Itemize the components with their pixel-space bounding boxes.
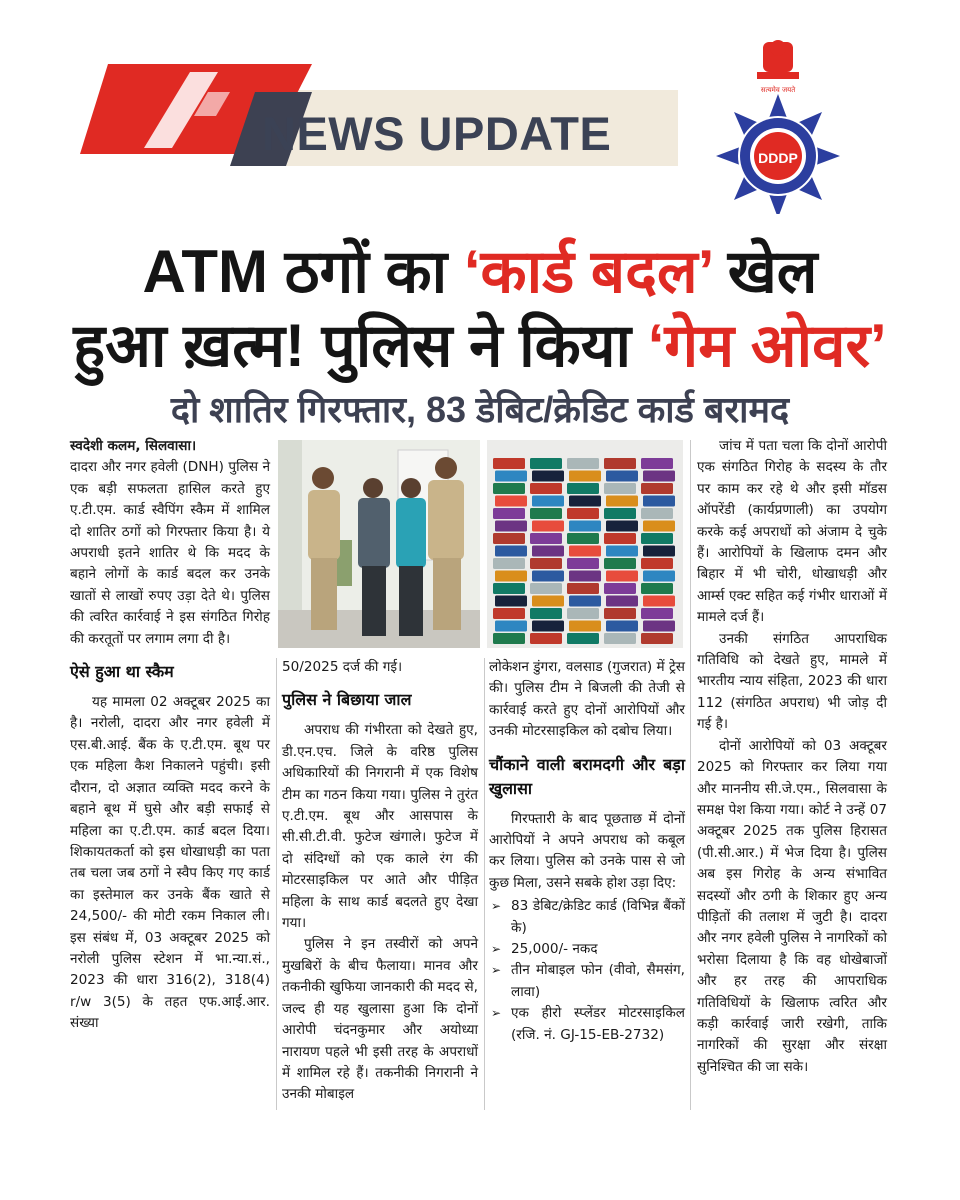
dateline: स्वदेशी कलम, सिलवासा।: [70, 438, 197, 454]
trap-paragraph-1: अपराध की गंभीरता को देखते हुए, डी.एन.एच. जिले के वरिष्ठ पुलिस अधिकारियों की निगरानी में एक विशेष टीम का गठन किया गया। पुलिस ने तुरंत ए.टी.एम. बूथ और आसपास के सी.सी.टी.वी. फुटेज खंगाले। फुटेज में दो संदिग्धों को एक काले रंग की मोटरसाइकिल पर आते और पीड़ित महिला के साथ कार्ड बदलते हुए देखा गया।: [282, 722, 478, 932]
recovered-items-list: [489, 896, 685, 1046]
article-column-1: [70, 436, 270, 1035]
card-image: [641, 583, 673, 594]
section-heading-scam: ऐसे हुआ था स्कैम: [70, 662, 174, 682]
card-image: [493, 558, 525, 569]
list-item: ➢ 83 डेबिट/क्रेडिट कार्ड (विभिन्न बैंकों के): [491, 898, 685, 936]
card-image: [606, 596, 638, 607]
logo-dddp-label: DDDP: [758, 150, 798, 166]
card-image: [641, 533, 673, 544]
card-image: [569, 471, 601, 482]
article-column-4: [697, 436, 887, 1078]
card-image: [532, 621, 564, 632]
column-divider: [276, 658, 277, 1110]
column-divider: [690, 440, 691, 1110]
card-image: [493, 608, 525, 619]
card-image: [495, 496, 527, 507]
card-image: [493, 508, 525, 519]
scam-paragraph: यह मामला 02 अक्टूबर 2025 का है। नरोली, दादरा और नगर हवेली में एस.बी.आई. बैंक के ए.टी.एम. बूथ पर एक महिला कैश निकालने पहुंची। इसी दौरान, दो अज्ञात व्यक्ति मदद करने के बहाने बूथ में घुसे और बड़ी सफाई से महिला का ए.टी.एम. कार्ड बदल दिया। शिकायतकर्ता को इस धोखाधड़ी का पता तब चला जब ठगों ने स्वैप किए गए कार्ड का इस्तेमाल कर उनके बैंक खाते से 24,500/- की मोटी रकम निकाल ली। इस संबंध में, 03 अक्टूबर 2025 को नरोली पुलिस स्टेशन में भा.न्या.सं., 2023 की धारा 316(2), 318(4) r/w 3(5) के तहत एफ.आई.आर. संख्या: [70, 694, 270, 1032]
card-image: [643, 596, 675, 607]
card-image: [532, 546, 564, 557]
arrow-bullet-icon: ➢: [491, 899, 502, 914]
card-image: [606, 471, 638, 482]
trap-paragraph-2: पुलिस ने इन तस्वीरों को अपने मुखबिरों के बीच फैलाया। मानव और तकनीकी खुफिया जानकारी की मदद से, जल्द ही यह खुलासा हुआ कि दोनों आरोपी चंदनकुमार और अयोध्या नारायण पहले भी इसी तरह के अपराधों में शामिल रहे हैं। तकनीकी निगरानी ने उनकी मोबाइल: [282, 936, 478, 1103]
article-column-2: [282, 657, 478, 1106]
card-image: [569, 621, 601, 632]
card-image: [493, 633, 525, 644]
card-image: [567, 458, 599, 469]
continued-text: लोकेशन डुंगरा, वलसाड (गुजरात) में ट्रेस की। पुलिस टीम ने बिजली की तेजी से कार्रवाई करते हुए दोनों आरोपियों और उनकी मोटरसाइकिल को दबोच लिया।: [489, 659, 686, 740]
card-image: [567, 533, 599, 544]
card-image: [495, 621, 527, 632]
list-item: ➢ एक हीरो स्प्लेंडर मोटरसाइकिल (रजि. नं. GJ-15-EB-2732): [491, 1005, 685, 1043]
card-image: [604, 533, 636, 544]
card-image: [530, 633, 562, 644]
card-image: [495, 596, 527, 607]
headline-line1-part2: खेल: [712, 238, 818, 305]
headline-line1-highlight: ‘कार्ड बदल’: [463, 238, 713, 305]
card-image: [604, 583, 636, 594]
list-item: ➢ 25,000/- नकद: [489, 939, 685, 960]
card-image: [641, 633, 673, 644]
arrow-bullet-icon: ➢: [491, 1006, 502, 1021]
card-image: [604, 508, 636, 519]
card-image: [530, 558, 562, 569]
svg-text:सत्यमेव जयते: सत्यमेव जयते: [760, 86, 796, 94]
card-image: [567, 558, 599, 569]
card-image: [643, 521, 675, 532]
card-image: [604, 483, 636, 494]
card-image: [495, 471, 527, 482]
card-image: [569, 496, 601, 507]
card-image: [532, 596, 564, 607]
card-image: [567, 583, 599, 594]
headline-line2-highlight: ‘गेम ओवर’: [647, 312, 887, 379]
card-image: [604, 458, 636, 469]
card-image: [495, 546, 527, 557]
headline-line-2: [0, 302, 960, 384]
card-image: [493, 483, 525, 494]
article-column-3: [489, 657, 685, 1046]
arrest-photo: [278, 440, 480, 648]
recovery-paragraph: गिरफ्तारी के बाद पूछताछ में दोनों आरोपियों ने अपने अपराध को कबूल कर लिया। पुलिस को उनके पास से जो कुछ मिला, उसने सबके होश उड़ा दिए:: [489, 810, 685, 891]
police-logo: [695, 38, 861, 214]
card-image: [495, 571, 527, 582]
card-image: [493, 583, 525, 594]
card-image: [643, 496, 675, 507]
investigation-paragraph: जांच में पता चला कि दोनों आरोपी एक संगठित गिरोह के सदस्य के तौर पर काम कर रहे थे और इसी मॉडस ऑपरेंडी (कार्यप्रणाली) का उपयोग करके कई अपराधों को अंजाम दे चुके हैं। आरोपियों के खिलाफ दमन और बिहार में भी चोरी, धोखाधड़ी और आर्म्स एक्ट सहित कई गंभीर धाराओं में मामले दर्ज हैं।: [697, 438, 887, 626]
news-update-title: NEWS UPDATE: [262, 107, 612, 160]
card-image: [606, 546, 638, 557]
card-image: [641, 458, 673, 469]
seized-cards-photo: [487, 440, 683, 648]
headline-line2-part1: हुआ ख़त्म! पुलिस ने किया: [73, 312, 648, 379]
section-heading-recovery: चौंकाने वाली बरामदगी और बड़ा खुलासा: [489, 754, 685, 798]
card-image: [532, 571, 564, 582]
card-image: [530, 458, 562, 469]
card-image: [641, 508, 673, 519]
card-image: [493, 458, 525, 469]
card-image: [604, 558, 636, 569]
card-image: [532, 496, 564, 507]
card-image: [569, 521, 601, 532]
card-image: [530, 483, 562, 494]
card-image: [643, 546, 675, 557]
card-image: [569, 596, 601, 607]
sanhita-paragraph: उनकी संगठित आपराधिक गतिविधि को देखते हुए, मामले में भारतीय न्याय संहिता, 2023 की धारा 112 (संगठित अपराध) भी जोड़ दी गई है।: [697, 630, 887, 733]
headline-line1-part1: ATM ठगों का: [142, 238, 464, 305]
card-image: [495, 521, 527, 532]
card-image: [532, 471, 564, 482]
card-image: [530, 508, 562, 519]
card-image: [530, 583, 562, 594]
card-image: [606, 621, 638, 632]
card-image: [493, 533, 525, 544]
card-image: [530, 533, 562, 544]
headline-line-1: [0, 228, 960, 310]
card-image: [606, 496, 638, 507]
card-image: [641, 608, 673, 619]
arrow-bullet-icon: ➢: [491, 942, 502, 957]
card-image: [567, 508, 599, 519]
card-image: [567, 608, 599, 619]
arrow-bullet-icon: ➢: [491, 963, 502, 978]
section-heading-trap: पुलिस ने बिछाया जाल: [282, 690, 412, 710]
card-image: [530, 608, 562, 619]
card-image: [567, 483, 599, 494]
intro-paragraph: दादरा और नगर हवेली (DNH) पुलिस ने एक बड़ी सफलता हासिल करते हुए ए.टी.एम. कार्ड स्वैपिंग स्कैम में शामिल दो शातिर ठगों को गिरफ्तार किया है। ये अपराधी इतने शातिर थे कि मदद के बहाने लोगों के कार्ड बदल कर उनके खातों से लाखों रुपए उड़ा देते थे। पुलिस की त्वरित कार्रवाई ने इस संगठित गिरोह की करतूतों पर लगाम लगा दी है।: [70, 459, 270, 647]
subheadline: दो शातिर गिरफ्तार, 83 डेबिट/क्रेडिट कार्ड बरामद: [170, 389, 790, 430]
card-image: [643, 571, 675, 582]
card-image: [604, 633, 636, 644]
card-image: [643, 471, 675, 482]
police-star-emblem-icon: [695, 38, 861, 214]
list-item: ➢ तीन मोबाइल फोन (वीवो, सैमसंग, लावा): [491, 962, 685, 1000]
card-image: [606, 571, 638, 582]
continued-text: 50/2025 दर्ज की गई।: [282, 659, 403, 675]
card-image: [569, 571, 601, 582]
card-image: [606, 521, 638, 532]
card-image: [532, 521, 564, 532]
card-image: [641, 558, 673, 569]
card-image: [567, 633, 599, 644]
card-image: [641, 483, 673, 494]
card-image: [604, 608, 636, 619]
custody-paragraph: दोनों आरोपियों को 03 अक्टूबर 2025 को गिरफ्तार कर लिया गया और माननीय सी.जे.एम., सिलवासा के समक्ष पेश किया गया। कोर्ट ने उन्हें 07 अक्टूबर 2025 तक पुलिस हिरासत (पी.सी.आर.) में भेज दिया है। पुलिस अब इस गिरोह के अन्य संभावित सदस्यों और ठगी के शिकार हुए अन्य पीड़ितों की तलाश में जुटी है। दादरा और नगर हवेली पुलिस ने नागरिकों को भरोसा दिलाया है कि वह धोखेबाजों और हर तरह की आपराधिक गतिविधियों के खिलाफ त्वरित और कड़ी कार्रवाई जारी रखेगी, ताकि नागरिकों की सुरक्षा और संरक्षा सुनिश्चित की जा सके।: [697, 737, 887, 1075]
card-image: [569, 546, 601, 557]
card-image: [643, 621, 675, 632]
column-divider: [484, 658, 485, 1110]
